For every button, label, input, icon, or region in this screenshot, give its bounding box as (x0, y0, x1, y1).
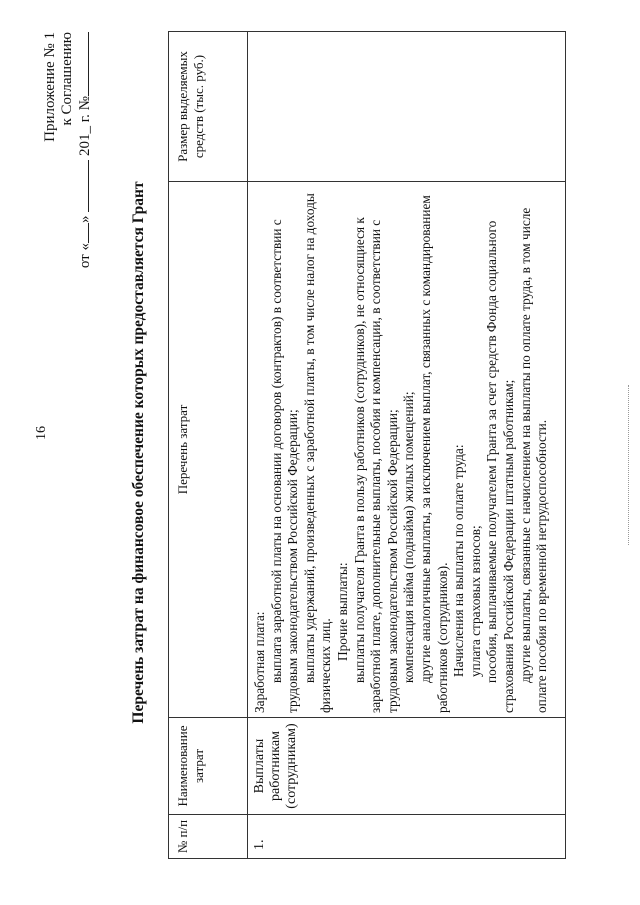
cost-line: Начисления на выплаты по оплате труда: (451, 444, 467, 677)
page-number: 16 (34, 426, 49, 440)
row-name: Выплаты работникам (сотрудникам) (248, 718, 566, 815)
annex-year: 201_ г. № (77, 96, 93, 157)
cost-line: выплаты получателя Гранта в пользу работников (сотрудников), не относящиеся к заработной плате, дополнительные выплаты, пособия и компенсации, в соответствии с трудовым законодательством Российской Федерации; (351, 217, 400, 713)
cost-line: другие аналогичные выплаты, за исключением выплат, связанных с командированием работников (сотрудников). (417, 195, 450, 713)
annex-month-blank (88, 160, 89, 212)
scan-artifact-line (628, 385, 629, 545)
document-title: Перечень затрат на финансовое обеспечение которых предоставляется Грант (130, 181, 147, 724)
table-header-row (169, 32, 248, 859)
header-name: Наименование затрат (169, 718, 248, 815)
row-num: 1. (248, 815, 566, 859)
header-num: № п/п (169, 815, 248, 859)
cost-line: выплата заработной платы на основании договоров (контрактов) в соответствии с трудовым законодательством Российской Федерации; (268, 219, 301, 713)
cost-line: уплата страховых взносов; (467, 525, 483, 677)
header-list: Перечень затрат (169, 182, 248, 718)
annex-block (42, 32, 94, 268)
cost-line: выплаты удержаний, произведенных с заработной платы, в том числе налог на доходы физических лиц. (301, 193, 334, 713)
cost-line: Прочие выплаты: (334, 562, 350, 661)
cost-line: другие выплаты, связанные с начислением на выплаты по оплате труда, в том числе оплате пособия по временной нетрудоспособности. (517, 207, 550, 713)
annex-date-mid: » (77, 215, 93, 224)
costs-table (168, 31, 566, 859)
table-row (248, 32, 566, 859)
header-amount: Размер выделяемых средств (тыс. руб.) (169, 32, 248, 182)
cost-line: компенсация найма (поднайма) жилых помещений; (401, 391, 417, 683)
annex-title: Приложение № 1 (42, 32, 58, 142)
row-amount (248, 32, 566, 182)
cost-line: пособия, выплачиваемые получателем Гранта за счет средств Фонда социального страхования Российской Федерации штатным работникам; (484, 220, 516, 713)
annex-day-blank (88, 223, 89, 243)
cost-line: Заработная плата: (252, 611, 267, 713)
annex-date-line (77, 32, 94, 268)
annex-agreement: к Соглашению (59, 32, 75, 126)
annex-number-blank (88, 32, 89, 96)
annex-date-prefix: от « (77, 243, 93, 269)
row-cost-list (248, 182, 566, 718)
